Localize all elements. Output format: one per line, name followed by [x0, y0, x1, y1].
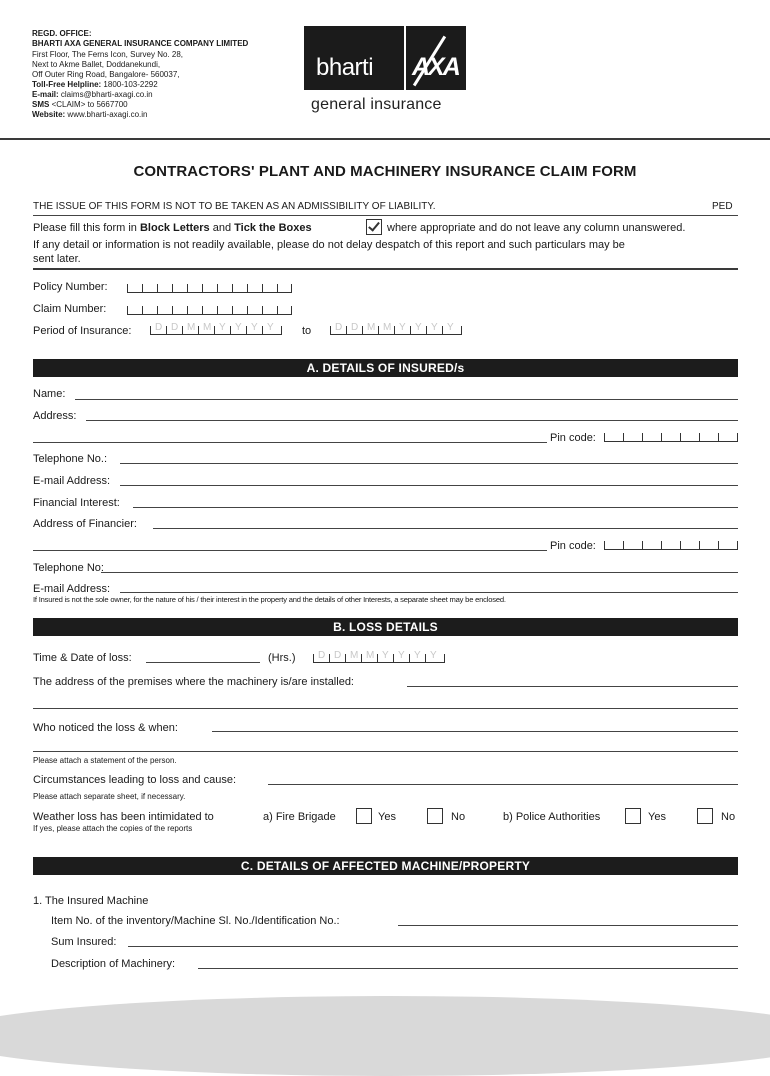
- logo-tagline: general insurance: [311, 96, 442, 113]
- premises-label: The address of the premises where the machinery is/are installed:: [33, 676, 354, 688]
- telephone-label-2: Telephone No:: [33, 562, 104, 574]
- pin-code-label-2: Pin code:: [550, 540, 596, 552]
- fire-brigade-no-label: No: [451, 811, 466, 823]
- notice-divider: [33, 215, 738, 216]
- sum-insured-label: Sum Insured:: [51, 936, 117, 948]
- time-field[interactable]: [146, 662, 260, 663]
- address-label: Address:: [33, 410, 77, 422]
- intimated-note: If yes, please attach the copies of the reports: [33, 824, 193, 833]
- who-noticed-field-2[interactable]: [33, 751, 738, 752]
- company-name: BHARTI AXA GENERAL INSURANCE COMPANY LIMITED: [32, 39, 249, 48]
- fire-brigade-yes-label: Yes: [378, 811, 396, 823]
- instruction-line-2: If any detail or information is not readily available, please do not delay despatch of this report and such particulars may be: [33, 239, 625, 251]
- section-a-header: A. DETAILS OF INSURED/s: [33, 359, 738, 377]
- period-from-date[interactable]: D D M M Y Y Y Y: [150, 322, 282, 335]
- insured-machine-heading: 1. The Insured Machine: [33, 895, 149, 907]
- instruction-line-1: Please fill this form in Block Letters and Tick the Boxes: [33, 222, 312, 234]
- fire-brigade-yes-checkbox[interactable]: [356, 808, 372, 824]
- description-field[interactable]: [198, 968, 738, 969]
- pin-code-input[interactable]: [604, 429, 738, 442]
- who-noticed-label: Who noticed the loss & when:: [33, 722, 178, 734]
- email-label: E-mail Address:: [33, 475, 111, 487]
- policy-number-input[interactable]: [127, 280, 292, 293]
- tollfree-line: Toll-Free Helpline: 1800-103-2292: [32, 80, 158, 89]
- telephone-label: Telephone No.:: [33, 453, 107, 465]
- financial-interest-label: Financial Interest:: [33, 497, 120, 509]
- address-line-2: Next to Akme Ballet, Doddanekundi,: [32, 60, 161, 69]
- item-no-label: Item No. of the inventory/Machine Sl. No./Identification No.:: [51, 915, 340, 927]
- bharti-axa-logo: [304, 26, 466, 90]
- period-to-label: to: [302, 325, 312, 337]
- sum-insured-field[interactable]: [128, 946, 738, 947]
- address-line-1: First Floor, The Ferns Icon, Survey No. 28,: [32, 50, 184, 59]
- pin-code-input-2[interactable]: [604, 537, 738, 550]
- attach-sheet-note: Please attach separate sheet, if necessary.: [33, 792, 186, 801]
- police-no-checkbox[interactable]: [697, 808, 713, 824]
- insured-note: If Insured is not the sole owner, for the nature of his / their interest in the property and the details of other Interests, a separate sheet may be enclosed.: [33, 595, 506, 604]
- claim-number-input[interactable]: [127, 302, 292, 315]
- policy-number-label: Policy Number:: [33, 281, 108, 293]
- fire-brigade-no-checkbox[interactable]: [427, 808, 443, 824]
- loss-date-input[interactable]: D D M M Y Y Y Y: [313, 650, 445, 663]
- email-field[interactable]: [120, 485, 738, 486]
- financier-address-field-2[interactable]: [33, 550, 547, 551]
- premises-field-2[interactable]: [33, 708, 738, 709]
- pin-code-label: Pin code:: [550, 432, 596, 444]
- police-yes-label: Yes: [648, 811, 666, 823]
- sms-line: SMS <CLAIM> to 5667700: [32, 100, 128, 109]
- address-field-2[interactable]: [33, 442, 547, 443]
- logo-divider: [404, 26, 406, 90]
- description-label: Description of Machinery:: [51, 958, 176, 970]
- premises-field-1[interactable]: [407, 686, 738, 687]
- address-field-1[interactable]: [86, 420, 738, 421]
- circumstances-label: Circumstances leading to loss and cause:: [33, 774, 236, 786]
- telephone-field[interactable]: [120, 463, 738, 464]
- form-code: PED: [712, 201, 733, 212]
- section-b-header: B. LOSS DETAILS: [33, 618, 738, 636]
- email-field-2[interactable]: [120, 592, 738, 593]
- name-label: Name:: [33, 388, 66, 400]
- period-label: Period of Insurance:: [33, 325, 132, 337]
- email-line: E-mail: claims@bharti-axagi.co.in: [32, 90, 153, 99]
- email-label-2: E-mail Address:: [33, 583, 111, 595]
- logo-axa-text: AXA: [412, 53, 459, 81]
- liability-notice: THE ISSUE OF THIS FORM IS NOT TO BE TAKEN AS AN ADMISSIBILITY OF LIABILITY.: [33, 201, 436, 212]
- financial-interest-field[interactable]: [133, 507, 738, 508]
- form-title: CONTRACTORS' PLANT AND MACHINERY INSURANCE CLAIM FORM: [133, 163, 637, 180]
- time-date-label: Time & Date of loss:: [33, 652, 132, 664]
- period-to-date[interactable]: D D M M Y Y Y Y: [330, 322, 462, 335]
- address-line-3: Off Outer Ring Road, Bangalore- 560037,: [32, 70, 180, 79]
- header-divider: [0, 138, 770, 140]
- financier-address-field-1[interactable]: [153, 528, 738, 529]
- claim-number-label: Claim Number:: [33, 303, 107, 315]
- fire-brigade-label: a) Fire Brigade: [263, 811, 336, 823]
- attach-statement-note: Please attach a statement of the person.: [33, 756, 177, 765]
- telephone-field-2[interactable]: [101, 572, 738, 573]
- police-yes-checkbox[interactable]: [625, 808, 641, 824]
- hrs-label: (Hrs.): [268, 652, 296, 664]
- name-field[interactable]: [75, 399, 738, 400]
- logo-bharti-text: bharti: [316, 54, 374, 81]
- instruction-line-3: sent later.: [33, 253, 81, 265]
- instruction-divider: [33, 268, 738, 270]
- financier-address-label: Address of Financier:: [33, 518, 137, 530]
- who-noticed-field-1[interactable]: [212, 731, 738, 732]
- intimated-label: Weather loss has been intimidated to: [33, 811, 214, 823]
- tick-box-icon: [366, 219, 382, 235]
- circumstances-field[interactable]: [268, 784, 738, 785]
- page-edge-shadow: [0, 996, 770, 1076]
- item-no-field[interactable]: [398, 925, 738, 926]
- police-no-label: No: [721, 811, 736, 823]
- section-c-header: C. DETAILS OF AFFECTED MACHINE/PROPERTY: [33, 857, 738, 875]
- website-line: Website: www.bharti-axagi.co.in: [32, 110, 148, 119]
- instruction-line-1-end: where appropriate and do not leave any column unanswered.: [387, 222, 686, 234]
- office-title: REGD. OFFICE:: [32, 29, 92, 38]
- police-label: b) Police Authorities: [503, 811, 601, 823]
